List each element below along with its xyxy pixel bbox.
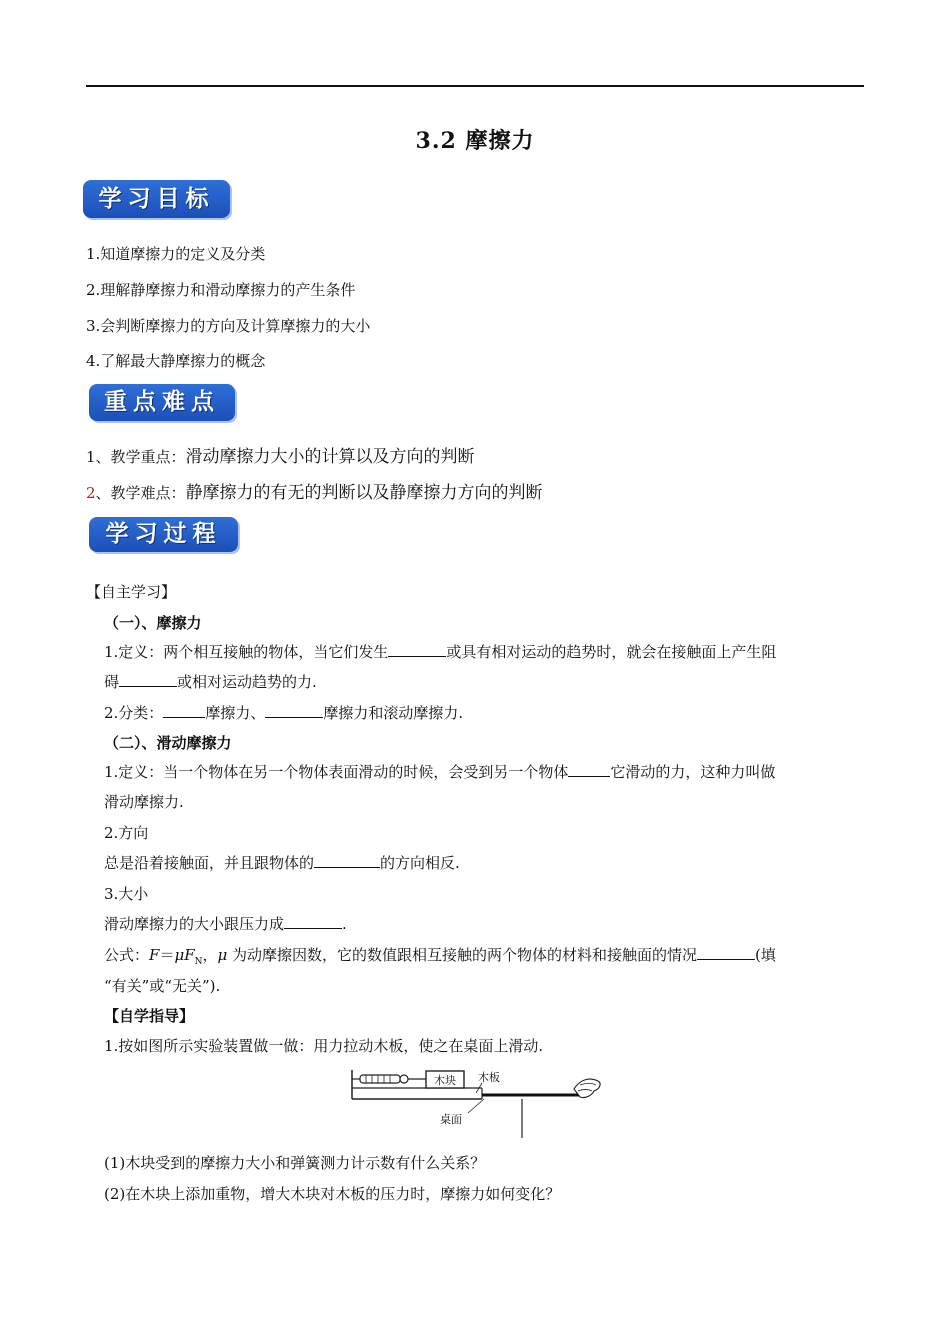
key-point-focus [86,447,475,467]
label-table: 桌面 [440,1113,462,1126]
sliding-definition-line-1: 1.定义：当一个物体在另一个物体表面滑动的时候，会受到另一个物体 它滑动的力，这种力叫做 [104,763,776,781]
sliding-definition-line-2: 滑动摩擦力. [104,793,184,811]
blank [568,762,610,777]
blank [265,703,323,718]
difficulty-number: 2 [86,484,96,502]
focus-text: 滑动摩擦力大小的计算以及方向的判断 [185,447,475,467]
question-2: (2)在木块上添加重物，增大木块对木板的压力时，摩擦力如何变化？ [104,1185,561,1203]
badge-learning-goals: 学习目标 [83,180,230,218]
formula-line-2: “有关”或“无关”). [104,977,221,995]
difficulty-prefix: 、教学难点： [95,484,186,502]
goal-4: 4.了解最大静摩擦力的概念 [86,352,266,370]
blank [697,945,755,960]
badge-learning-process: 学习过程 [89,517,238,552]
section-sliding-friction-title: （二）、滑动摩擦力 [104,734,232,752]
blank [119,672,177,687]
page-title: 3.2 摩擦力 [415,128,535,154]
badge-key-points: 重点难点 [89,384,235,421]
blank [314,853,380,868]
label-block: 木块 [434,1074,456,1087]
question-1: (1)木块受到的摩擦力大小和弹簧测力计示数有什么关系？ [104,1154,486,1172]
direction-title: 2.方向 [104,824,149,842]
guide-heading: 【自学指导】 [104,1007,195,1025]
friction-definition-line-1: 1.定义：两个相互接触的物体，当它们发生 或具有相对运动的趋势时，就会在接触面上产生阻 [104,643,777,661]
goal-1: 1.知道摩擦力的定义及分类 [86,245,266,263]
hand-icon [574,1079,600,1097]
blank [388,642,446,657]
goal-2: 2.理解静摩擦力和滑动摩擦力的产生条件 [86,281,356,299]
magnitude-text: 滑动摩擦力的大小跟压力成 . [104,915,347,933]
guide-step-1: 1.按如图所示实验装置做一做：用力拉动木板，使之在桌面上滑动. [104,1037,544,1055]
difficulty-text: 静摩擦力的有无的判断以及静摩擦力方向的判断 [185,483,543,503]
self-study-heading: 【自主学习】 [86,583,177,601]
focus-prefix: 1、教学重点： [86,448,186,466]
blank [284,914,342,929]
header-rule [86,85,864,87]
friction-definition-line-2: 碍 或相对运动趋势的力. [104,673,317,691]
magnitude-title: 3.大小 [104,885,149,903]
experiment-figure [348,1065,608,1140]
friction-classification: 2.分类： 摩擦力、 摩擦力和滚动摩擦力. [104,704,464,722]
label-board: 木板 [478,1071,500,1084]
experiment-diagram [348,1065,608,1140]
direction-text: 总是沿着接触面，并且跟物体的 的方向相反. [104,854,460,872]
formula-line-1: 公式：$F=\mu F_N$，μ 为动摩擦因数，它的数值跟相互接触的两个物体的材料和接触面的情况 (填 [104,946,776,967]
section-friction-title: （一）、摩擦力 [104,614,202,632]
goal-3: 3.会判断摩擦力的方向及计算摩擦力的大小 [86,317,371,335]
blank [163,703,205,718]
key-point-difficulty [86,483,543,503]
